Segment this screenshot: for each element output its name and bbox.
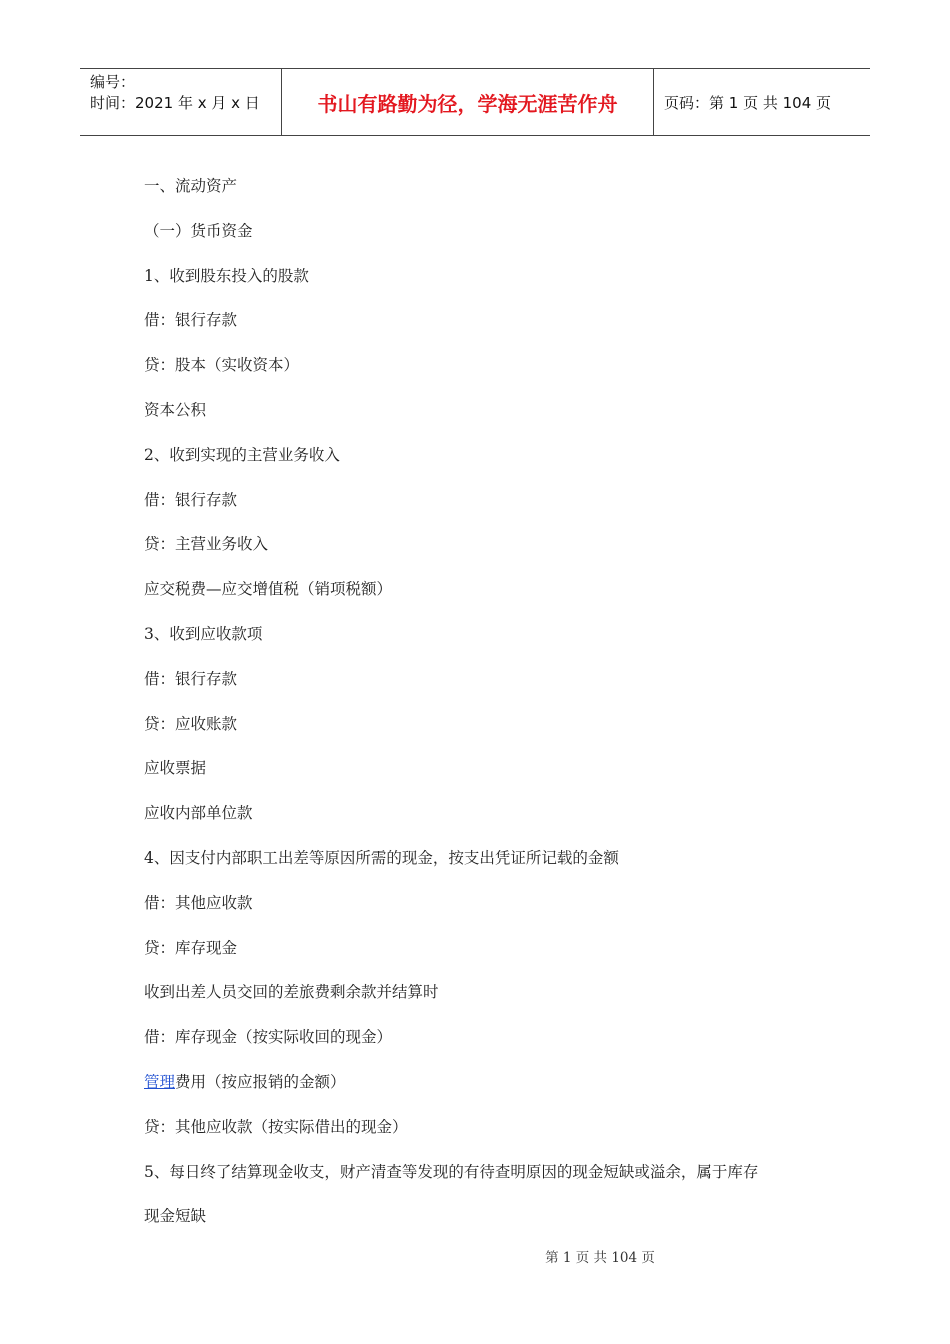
body-line: 贷：应收账款 [144, 714, 238, 733]
body-line: 2、收到实现的主营业务收入 [144, 445, 340, 464]
body-line: 借：银行存款 [144, 669, 238, 688]
time-label: 时间：2021 年 x 月 x 日 [90, 94, 260, 112]
link-line-rest: 费用（按应报销的金额） [175, 1072, 346, 1091]
body-line: 贷：股本（实收资本） [144, 356, 300, 375]
header-meta [80, 69, 282, 135]
body-line: （一）货币资金 [144, 221, 253, 240]
body-line: 借：库存现金（按实际收回的现金） [144, 1028, 393, 1047]
body-line: 1、收到股东投入的股款 [144, 266, 309, 285]
body-line: 应收票据 [144, 759, 207, 778]
body-line: 资本公积 [144, 400, 207, 419]
document-header [80, 68, 870, 136]
body-line: 收到出差人员交回的差旅费剩余款并结算时 [144, 983, 439, 1002]
page-footer [0, 1246, 950, 1266]
body-line: 贷：主营业务收入 [144, 535, 269, 554]
header-page-info: 页码：第 1 页 共 104 页 [664, 93, 832, 112]
number-label: 编号： [90, 73, 136, 91]
body-line: 3、收到应收款项 [144, 624, 263, 643]
body-line: 现金短缺 [144, 1207, 207, 1226]
body-line: 借：其他应收款 [144, 893, 253, 912]
header-motto: 书山有路勤为径，学海无涯苦作舟 [282, 69, 654, 135]
document-body [144, 172, 844, 1247]
body-line: 应收内部单位款 [144, 804, 253, 823]
management-link[interactable]: 管理 [144, 1072, 176, 1091]
body-line: 应交税费—应交增值税（销项税额） [144, 580, 393, 599]
footer-page-number: 第 1 页 共 104 页 [545, 1250, 655, 1266]
body-line: 贷：库存现金 [144, 938, 238, 957]
body-line: 5、每日终了结算现金收支，财产清查等发现的有待查明原因的现金短缺或溢余，属于库存 [144, 1162, 759, 1181]
body-line: 一、流动资产 [144, 177, 238, 195]
body-line: 借：银行存款 [144, 311, 238, 330]
body-line-with-link [144, 1068, 844, 1113]
body-line: 借：银行存款 [144, 490, 238, 509]
body-line: 贷：其他应收款（按实际借出的现金） [144, 1117, 408, 1136]
body-line: 4、因支付内部职工出差等原因所需的现金，按支出凭证所记载的金额 [144, 848, 619, 867]
